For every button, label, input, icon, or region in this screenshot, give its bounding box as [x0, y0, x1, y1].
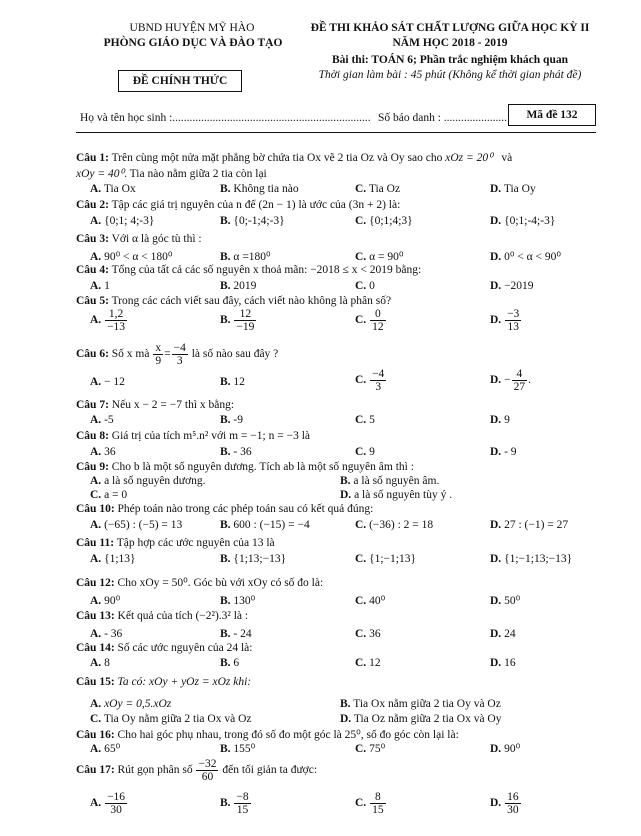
q12-option-a[interactable]: A. 90⁰ [90, 595, 121, 607]
question-9: Câu 9: Cho b là một số nguyên dương. Tích ab là một số nguyên âm thì : [76, 461, 414, 473]
q12-option-d[interactable]: D. 50⁰ [490, 595, 521, 607]
question-4: Câu 4: Tổng của tất cả các số nguyên x thoả mãn: −2018 ≤ x < 2019 bằng: [76, 264, 422, 276]
q11-option-d[interactable]: D. {1;−1;13;−13} [490, 553, 573, 565]
question-2: Câu 2: Tập các giá trị nguyên của n để (2n − 1) là ước của (3n + 2) là: [76, 199, 401, 211]
q3-option-d[interactable]: D. 0⁰ < α < 90⁰ [490, 251, 562, 263]
q2-option-b[interactable]: B. {0;-1;4;-3} [220, 215, 285, 227]
q10-option-d[interactable]: D. 27 : (−1) = 27 [490, 519, 569, 531]
q10-option-b[interactable]: B. 600 : (−15) = −4 [220, 519, 310, 531]
q2-option-a[interactable]: A. {0;1; 4;-3} [90, 215, 155, 227]
q4-option-d[interactable]: D. −2019 [490, 280, 534, 292]
q3-option-c[interactable]: C. α = 90⁰ [355, 251, 404, 263]
q13-option-c[interactable]: C. 36 [355, 628, 381, 640]
q1-option-c[interactable]: C. Tia Oz [355, 183, 401, 195]
q4-option-c[interactable]: C. 0 [355, 280, 375, 292]
q7-option-a[interactable]: A. -5 [90, 414, 114, 426]
q6-option-b[interactable]: B. 12 [220, 376, 245, 388]
q16-option-c[interactable]: C. 75⁰ [355, 743, 386, 755]
q11-option-a[interactable]: A. {1;13} [90, 553, 136, 565]
q14-option-d[interactable]: D. 16 [490, 657, 516, 669]
q17-option-c[interactable]: C. $\frac{8}{15}$ [355, 791, 384, 817]
q17-option-d[interactable]: D. $\frac{16}{30}$ [490, 791, 519, 817]
question-16: Câu 16: Cho hai góc phụ nhau, trong đó số đo một góc là 25⁰, số đo góc còn lại là: [76, 729, 459, 741]
school-year: NĂM HỌC 2018 - 2019 [392, 37, 508, 49]
q14-option-a[interactable]: A. 8 [90, 657, 110, 669]
q8-option-d[interactable]: D. - 9 [490, 446, 517, 458]
question-17: Câu 17: Rút gọn phân số $\frac{-32}{60}$ đến tối giản ta được: [76, 758, 318, 784]
q10-option-a[interactable]: A. (−65) : (−5) = 13 [90, 519, 183, 531]
q4-option-b[interactable]: B. 2019 [220, 280, 257, 292]
question-8: Câu 8: Giá trị của tích m⁵.n² với m = −1; n = −3 là [76, 430, 310, 442]
department-name: UBND HUYỆN MỸ HÀO [129, 22, 255, 34]
q8-option-c[interactable]: C. 9 [355, 446, 375, 458]
q15-option-b[interactable]: B. Tia Ox nằm giữa 2 tia Oy và Oz [340, 698, 501, 710]
q6-option-a[interactable]: A. − 12 [90, 376, 125, 388]
q5-option-b[interactable]: B. $\frac{12}{-19}$ [220, 308, 255, 334]
q3-option-a[interactable]: A. 90⁰ < α < 180⁰ [90, 251, 173, 263]
q12-option-c[interactable]: C. 40⁰ [355, 595, 386, 607]
q13-option-b[interactable]: B. - 24 [220, 628, 252, 640]
q5-option-c[interactable]: C. $\frac{0}{12}$ [355, 308, 384, 334]
q5-option-a[interactable]: A. $\frac{1,2}{-13}$ [90, 308, 126, 334]
q10-option-c[interactable]: C. (−36) : 2 = 18 [355, 519, 434, 531]
q14-option-c[interactable]: C. 12 [355, 657, 381, 669]
question-7: Câu 7: Nếu x − 2 = −7 thì x bằng: [76, 399, 235, 411]
office-name: PHÒNG GIÁO DỤC VÀ ĐÀO TẠO [103, 37, 283, 49]
q8-option-a[interactable]: A. 36 [90, 446, 116, 458]
q3-option-b[interactable]: B. α =180⁰ [220, 251, 271, 263]
q11-option-c[interactable]: C. {1;−1;13} [355, 553, 416, 565]
question-1: Câu 1: Trên cùng một nửa mặt phẳng bờ chứa tia Ox vẽ 2 tia Oz và Oy sao cho xOz = 20⁰ và [76, 152, 513, 164]
q9-option-d[interactable]: D. a là số nguyên tùy ý . [340, 489, 453, 501]
q16-option-b[interactable]: B. 155⁰ [220, 743, 256, 755]
exam-title: ĐỀ THI KHẢO SÁT CHẤT LƯỢNG GIỮA HỌC KỲ II [310, 22, 590, 34]
q2-option-d[interactable]: D. {0;1;-4;-3} [490, 215, 556, 227]
header-divider [76, 132, 596, 133]
q15-option-c[interactable]: C. Tia Oy nằm giữa 2 tia Ox và Oz [90, 713, 252, 725]
q9-option-a[interactable]: A. a là số nguyên dương. [90, 475, 206, 487]
question-13: Câu 13: Kết quả của tích (−2²).3² là : [76, 610, 249, 622]
q1-option-d[interactable]: D. Tia Oy [490, 183, 536, 195]
q13-option-d[interactable]: D. 24 [490, 628, 516, 640]
q17-option-a[interactable]: A. $\frac{-16}{30}$ [90, 791, 126, 817]
q1-option-a[interactable]: A. Tia Ox [90, 183, 136, 195]
question-10: Câu 10: Phép toán nào trong các phép toán sau có kết quả đúng: [76, 503, 374, 515]
question-11: Câu 11: Tập hợp các ước nguyên của 13 là [76, 537, 275, 549]
q2-option-c[interactable]: C. {0;1;4;3} [355, 215, 413, 227]
q16-option-a[interactable]: A. 65⁰ [90, 743, 121, 755]
candidate-number-field[interactable]: Số báo danh : ...................... [378, 112, 508, 124]
q9-option-c[interactable]: C. a = 0 [90, 489, 128, 501]
q6-option-d[interactable]: D. − $\frac{4}{27}$ . [490, 368, 531, 394]
official-stamp: ĐỀ CHÍNH THỨC [118, 70, 242, 92]
q7-option-b[interactable]: B. -9 [220, 414, 244, 426]
student-name-field[interactable]: Họ và tên học sinh :..................................................................... [80, 112, 371, 124]
q15-option-a[interactable]: A. xOy = 0,5.xOz [90, 698, 172, 710]
q14-option-b[interactable]: B. 6 [220, 657, 240, 669]
exam-time: Thời gian làm bài : 45 phút (Không kể thời gian phát đề) [318, 69, 582, 81]
question-6: Câu 6: Số x mà $\frac{x}{9}$ = $\frac{-4}{3}$ là số nào sau đây ? [76, 342, 279, 368]
question-14: Câu 14: Số các ước nguyên của 24 là: [76, 642, 253, 654]
q7-option-c[interactable]: C. 5 [355, 414, 375, 426]
q6-option-c[interactable]: C. $\frac{-4}{3}$ [355, 368, 385, 394]
question-1-cont: xOy = 40⁰. Tia nào nằm giữa 2 tia còn lại [76, 168, 267, 180]
q12-option-b[interactable]: B. 130⁰ [220, 595, 256, 607]
exam-subject: Bài thi: TOÁN 6; Phần trắc nghiệm khách quan [331, 54, 568, 66]
question-15: Câu 15: Ta có: xOy + yOz = xOz khi: [76, 676, 252, 688]
q11-option-b[interactable]: B. {1;13;−13} [220, 553, 287, 565]
q17-option-b[interactable]: B. $\frac{-8}{15}$ [220, 791, 249, 817]
q8-option-b[interactable]: B. - 36 [220, 446, 252, 458]
q9-option-b[interactable]: B. a là số nguyên âm. [340, 475, 440, 487]
q15-option-d[interactable]: D. Tia Oz nằm giữa 2 tia Ox và Oy [340, 713, 502, 725]
q16-option-d[interactable]: D. 90⁰ [490, 743, 521, 755]
q7-option-d[interactable]: D. 9 [490, 414, 510, 426]
exam-code: Mã đề 132 [508, 104, 596, 126]
q13-option-a[interactable]: A. - 36 [90, 628, 123, 640]
q4-option-a[interactable]: A. 1 [90, 280, 110, 292]
question-5: Câu 5: Trong các cách viết sau đây, cách viết nào không là phân số? [76, 295, 392, 307]
q1-option-b[interactable]: B. Không tia nào [220, 183, 299, 195]
question-12: Câu 12: Cho xOy = 50⁰. Góc bù với xOy có số đo là: [76, 577, 324, 589]
q5-option-d[interactable]: D. $\frac{-3}{13}$ [490, 308, 520, 334]
question-3: Câu 3: Với α là góc tù thì : [76, 233, 202, 245]
